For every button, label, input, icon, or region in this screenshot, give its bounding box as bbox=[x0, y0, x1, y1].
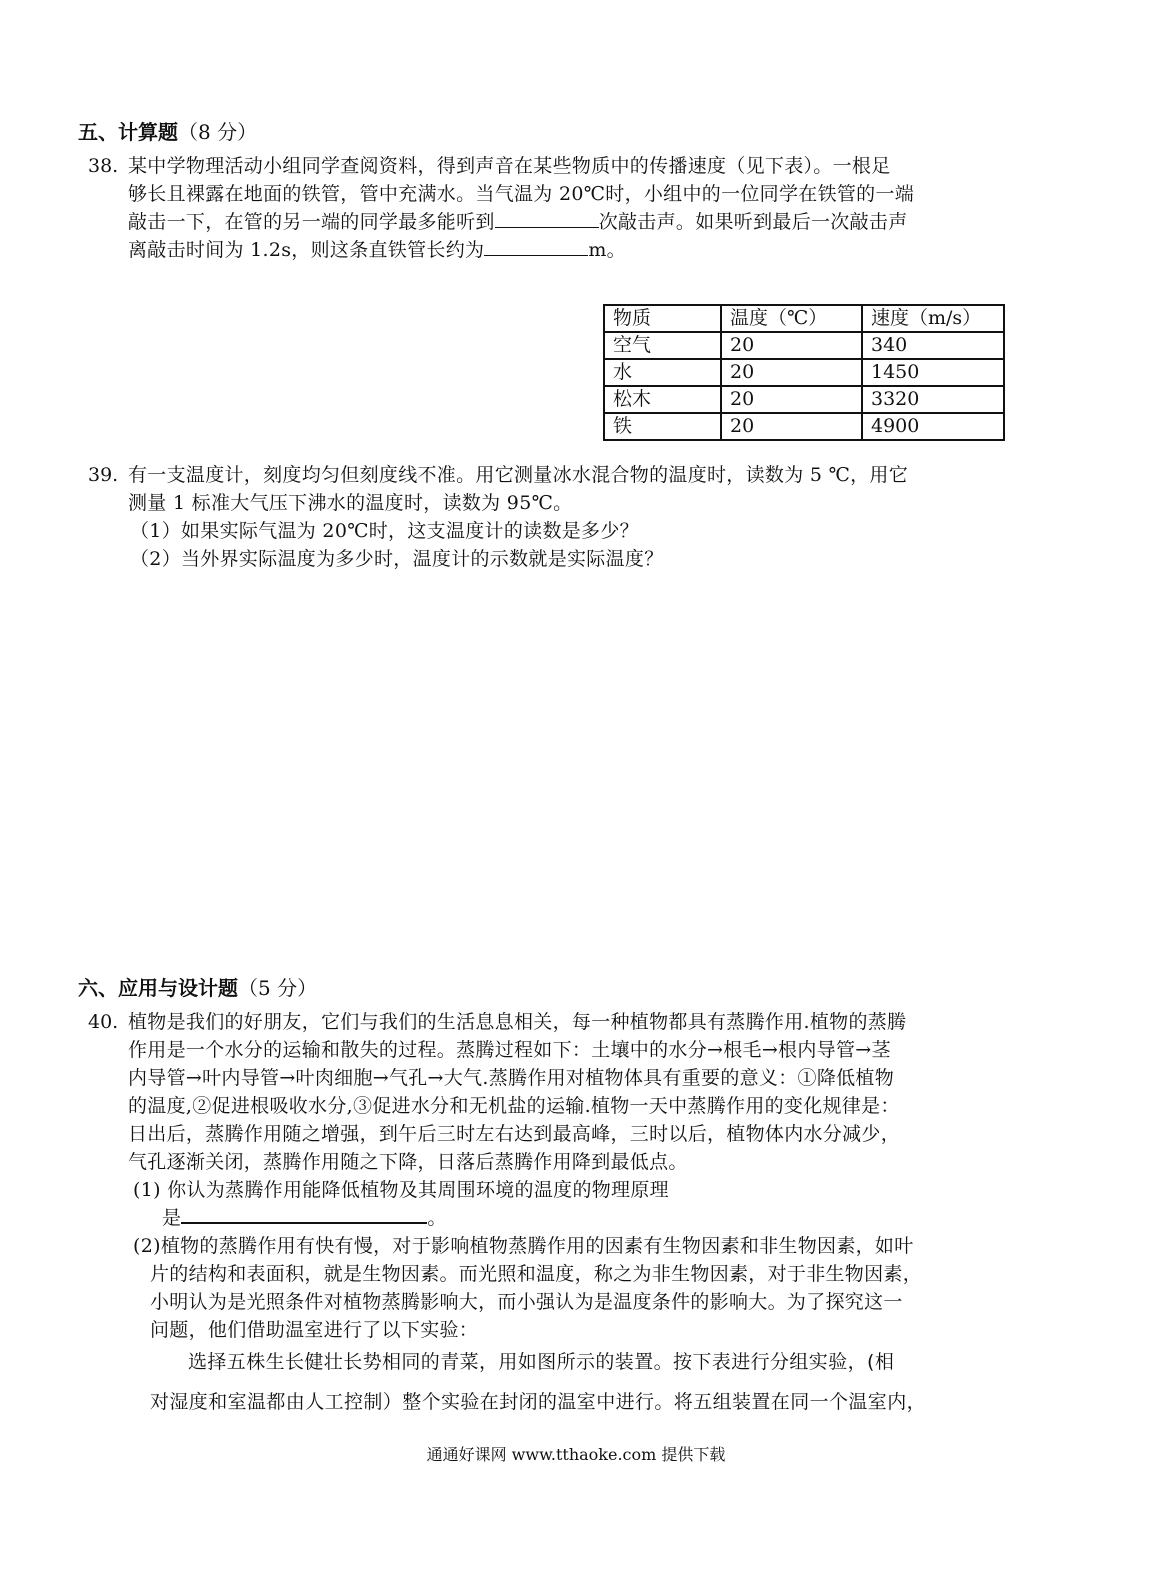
question-40-line-2: 作用是一个水分的运输和散失的过程。蒸腾过程如下：土壤中的水分→根毛→根内导管→茎 bbox=[128, 1039, 891, 1061]
question-39-line-1: 有一支温度计，刻度均匀但刻度线不准。用它测量冰水混合物的温度时，读数为 5 ℃，用它 bbox=[128, 464, 909, 486]
page-footer: 通通好课网 www.tthaoke.com 提供下载 bbox=[426, 1445, 726, 1464]
section-5-points: （8 分） bbox=[178, 120, 258, 144]
table-row bbox=[604, 386, 1004, 413]
question-40-sub-2-line-3: 小明认为是光照条件对植物蒸腾影响大，而小强认为是温度条件的影响大。为了探究这一 bbox=[150, 1291, 903, 1313]
question-38-line-4 bbox=[128, 236, 626, 264]
experiment-line-2: 对湿度和室温都由人工控制）整个实验在封闭的温室中进行。将五组装置在同一个温室内， bbox=[150, 1391, 927, 1413]
question-40-line-4: 的温度,②促进根吸收水分,③促进水分和无机盐的运输.植物一天中蒸腾作用的变化规律是： bbox=[128, 1095, 900, 1117]
question-40-line-3: 内导管→叶内导管→叶肉细胞→气孔→大气.蒸腾作用对植物体具有重要的意义：①降低植物 bbox=[128, 1067, 895, 1089]
question-40-sub-2-line-1: (2)植物的蒸腾作用有快有慢，对于影响植物蒸腾作用的因素有生物因素和非生物因素，如叶 bbox=[133, 1235, 914, 1257]
answer-blank-physical-principle[interactable] bbox=[181, 1204, 427, 1224]
question-38-line-2: 够长且裸露在地面的铁管，管中充满水。当气温为 20℃时，小组中的一位同学在铁管的一端 bbox=[128, 183, 915, 205]
table-cell: 3320 bbox=[862, 386, 1004, 413]
table-cell: 1450 bbox=[862, 359, 1004, 386]
question-39-sub-1: （1）如果实际气温为 20℃时，这支温度计的读数是多少？ bbox=[130, 520, 639, 542]
question-39-number: 39. bbox=[88, 464, 119, 486]
question-39-line-2: 测量 1 标准大气压下沸水的温度时，读数为 95℃。 bbox=[128, 492, 573, 514]
question-39-sub-2: （2）当外界实际温度为多少时，温度计的示数就是实际温度？ bbox=[130, 548, 664, 570]
table-cell: 空气 bbox=[604, 332, 721, 359]
question-38-line-1: 某中学物理活动小组同学查阅资料，得到声音在某些物质中的传播速度（见下表）。一根足 bbox=[128, 155, 891, 177]
section-5-heading bbox=[78, 118, 257, 146]
question-40-sub-1-prefix: 是 bbox=[162, 1207, 182, 1229]
table-cell: 水 bbox=[604, 359, 721, 386]
table-cell: 20 bbox=[721, 413, 862, 440]
question-40-number: 40. bbox=[88, 1011, 119, 1033]
question-38-line-3-end: 次敲击声。如果听到最后一次敲击声 bbox=[598, 211, 908, 233]
table-header-cell: 物质 bbox=[604, 305, 721, 332]
table-cell: 20 bbox=[721, 359, 862, 386]
section-6-points: （5 分） bbox=[238, 976, 318, 1000]
question-40-sub-1-line-1: (1) 你认为蒸腾作用能降低植物及其周围环境的温度的物理原理 bbox=[133, 1179, 669, 1201]
question-38-line-3 bbox=[128, 208, 908, 236]
question-40-sub-2-line-4: 问题，他们借助温室进行了以下实验： bbox=[150, 1319, 479, 1341]
question-38-line-4-start: 离敲击时间为 1.2s，则这条直铁管长约为 bbox=[128, 239, 485, 261]
table-row bbox=[604, 413, 1004, 440]
section-5-title: 五、计算题 bbox=[78, 120, 178, 144]
question-38-line-3-start: 敲击一下，在管的另一端的同学最多能听到 bbox=[128, 211, 495, 233]
table-cell: 20 bbox=[721, 332, 862, 359]
table-row bbox=[604, 332, 1004, 359]
table-header-row bbox=[604, 305, 1004, 332]
table-header-cell: 温度（℃） bbox=[721, 305, 862, 332]
table-cell: 铁 bbox=[604, 413, 721, 440]
answer-blank-knock-count[interactable] bbox=[495, 209, 599, 228]
question-40-line-5: 日出后，蒸腾作用随之增强，到午后三时左右达到最高峰，三时以后，植物体内水分减少， bbox=[128, 1123, 901, 1145]
question-40-line-1: 植物是我们的好朋友，它们与我们的生活息息相关，每一种植物都具有蒸腾作用.植物的蒸腾 bbox=[128, 1011, 907, 1033]
experiment-line-1: 选择五株生长健壮长势相同的青菜，用如图所示的装置。按下表进行分组实验，(相 bbox=[188, 1351, 895, 1373]
question-38-line-4-end: m。 bbox=[588, 239, 626, 261]
question-40-sub-1-suffix: 。 bbox=[427, 1207, 447, 1229]
section-6-title: 六、应用与设计题 bbox=[78, 976, 238, 1000]
sound-speed-table bbox=[603, 304, 1005, 441]
table-header-cell: 速度（m/s） bbox=[862, 305, 1004, 332]
question-40-sub-2-line-2: 片的结构和表面积，就是生物因素。而光照和温度，称之为非生物因素，对于非生物因素， bbox=[150, 1263, 923, 1285]
table-cell: 340 bbox=[862, 332, 1004, 359]
question-40-sub-1-line-2 bbox=[162, 1204, 447, 1232]
question-40-line-6: 气孔逐渐关闭，蒸腾作用随之下降，日落后蒸腾作用降到最低点。 bbox=[128, 1151, 688, 1173]
table-cell: 松木 bbox=[604, 386, 721, 413]
question-38-number: 38. bbox=[88, 155, 119, 177]
section-6-heading bbox=[78, 974, 317, 1002]
table-row bbox=[604, 359, 1004, 386]
table-cell: 4900 bbox=[862, 413, 1004, 440]
answer-blank-pipe-length[interactable] bbox=[484, 237, 588, 256]
table-cell: 20 bbox=[721, 386, 862, 413]
